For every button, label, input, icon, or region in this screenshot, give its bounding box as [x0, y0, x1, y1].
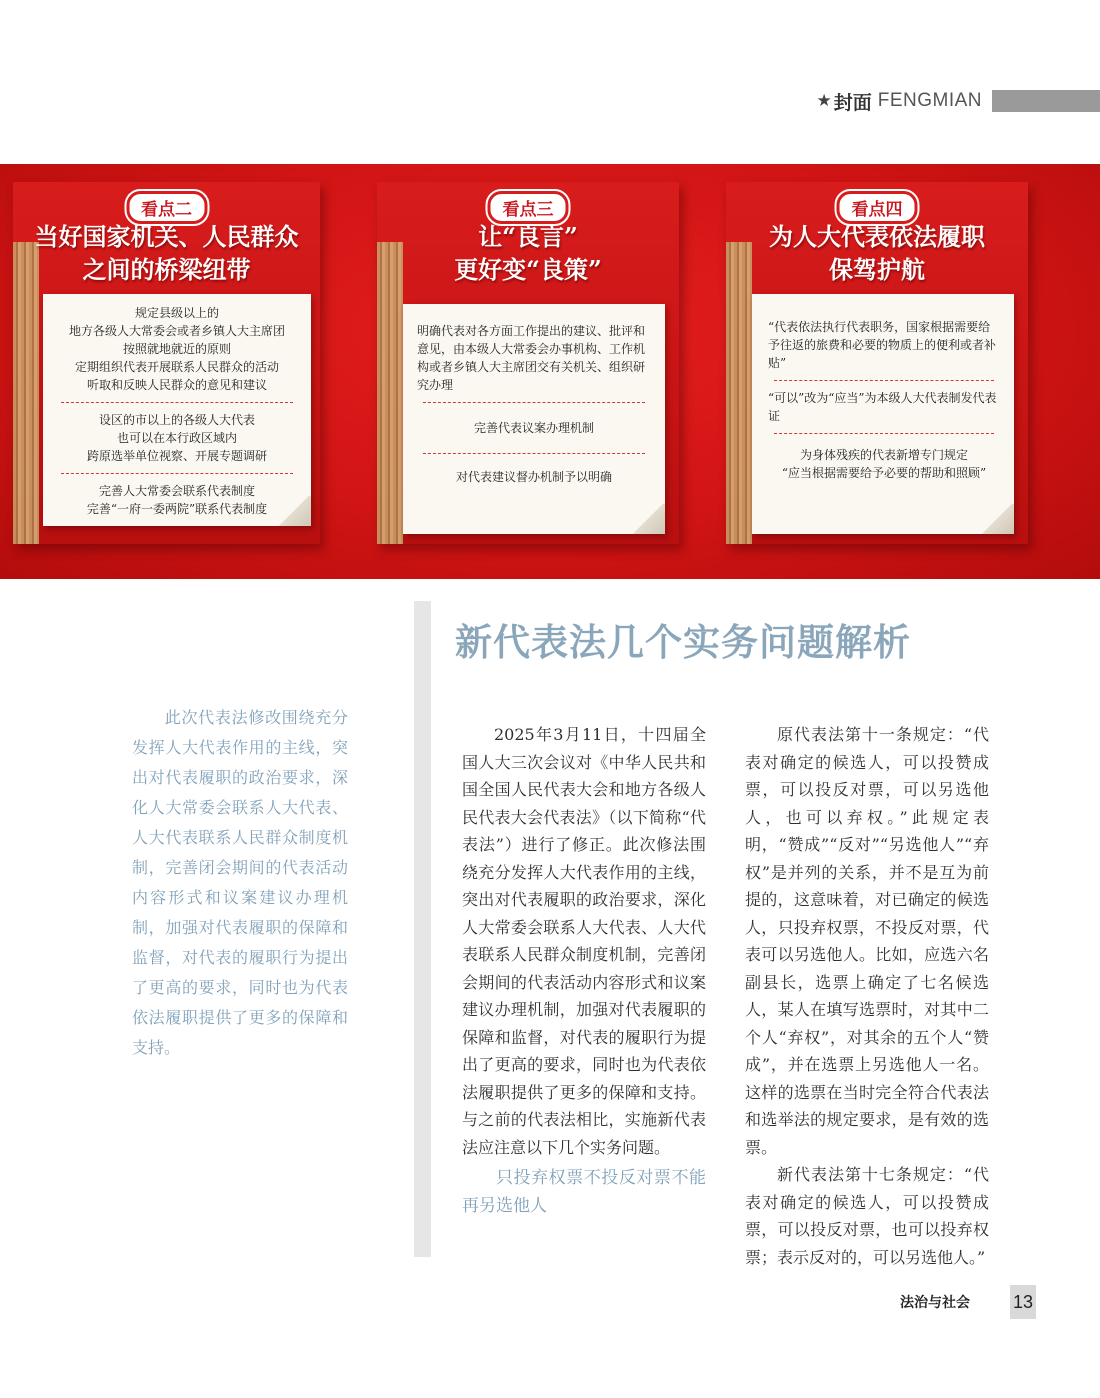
book-spine [13, 242, 39, 544]
panel-block: 为身体残疾的代表新增专门规定 “应当根据需要给予必要的帮助和照顾” [781, 448, 987, 480]
panel-block: 完善人大常委会联系代表制度 完善“一府一委两院”联系代表制度 [86, 484, 268, 516]
article-column-1 [462, 721, 706, 1220]
infographic-banner [0, 164, 1100, 579]
dashed-divider [423, 402, 645, 403]
article-paragraph: 原代表法第十一条规定：“代表对确定的候选人，可以投赞成票，可以投反对票，可以另选他人，也可以弃权。”此规定表明，“赞成”“反对”“另选他人”“弃权”是并列的关系，并不是互为前提的，这意味着，对已确定的候选人，只投弃权票，不投反对票，代表可以另选他人。比如，应选六名副县长，选票上确定了七名候选人，某人在填写选票时，对其中二个人“弃权”，对其余的五个人“赞成”，并在选票上另选他人一名。这样的选票在当时完全符合代表法和选举法的规定要求，是有效的选票。 [745, 725, 989, 1157]
panel-badge: 看点四 [837, 191, 918, 224]
section-name-cn: 封面 [833, 91, 872, 114]
dashed-divider [423, 453, 645, 454]
panel-block: 明确代表对各方面工作提出的建议、批评和意见，由本级人大常委会办事机构、工作机构或者乡镇人大主席团交有关机关、组织研究办理 [417, 324, 646, 392]
dashed-divider [61, 473, 293, 474]
book-spine [726, 242, 752, 544]
panel-paper [752, 294, 1014, 534]
header-bar [992, 90, 1100, 112]
panel-highlight-3 [377, 182, 679, 544]
dashed-divider [61, 402, 293, 403]
panel-title: 为人大代表依法履职 保驾护航 [769, 222, 985, 284]
star-icon: ★ [816, 91, 832, 111]
magazine-name: 法治与社会 [900, 1295, 970, 1311]
panel-block: 规定县级以上的 地方各级人大常委会或者乡镇人大主席团 按照就地就近的原则 定期组织代表开展联系人民群众的活动 听取和反映人民群众的意见和建议 [68, 306, 285, 392]
page-curl [275, 496, 311, 526]
page-number: 13 [1010, 1285, 1036, 1319]
decorative-rule [414, 601, 431, 1257]
article-subheading: 只投弃权票不投反对票不能再另选他人 [462, 1168, 706, 1216]
page-curl [978, 504, 1014, 534]
panel-highlight-2 [13, 182, 320, 544]
panel-paper [403, 304, 665, 534]
panel-paper [43, 294, 311, 526]
dashed-divider [774, 433, 994, 434]
section-header [816, 88, 1100, 114]
pull-quote: 此次代表法修改围绕充分发挥人大代表作用的主线，突出对代表履职的政治要求，深化人大常委会联系人大代表、人大代表联系人民群众制度机制，完善闭会期间的代表活动内容形式和议案建议办理机制，加强对代表履职的保障和监督，对代表的履职行为提出了更高的要求，同时也为代表依法履职提供了更多的保障和支持。 [132, 708, 348, 1057]
panel-block: 对代表建议督办机制予以明确 [455, 470, 612, 484]
article-paragraph: 2025年3月11日，十四届全国人大三次会议对《中华人民共和国全国人民代表大会和地方各级人民代表大会代表法》（以下简称“代表法”）进行了修正。此次修法围绕充分发挥人大代表作用的主线，突出对代表履职的政治要求，深化人大常委会联系人大代表、人大代表联系人民群众制度机制，完善闭会期间的代表活动内容形式和议案建议办理机制，加强对代表履职的保障和监督，对代表的履职行为提出了更高的要求，同时也为代表依法履职提供了更多的保障和支持。与之前的代表法相比，实施新代表法应注意以下几个实务问题。 [462, 725, 706, 1157]
panel-block: “代表依法执行代表职务，国家根据需要给予往返的旅费和必要的物质上的便利或者补贴” [768, 320, 997, 370]
panel-badge: 看点三 [488, 191, 569, 224]
page-curl [629, 504, 665, 534]
panel-highlight-4 [726, 182, 1028, 544]
panel-title: 让“良言” 更好变“良策” [454, 222, 602, 284]
article-paragraph: 新代表法第十七条规定：“代表对确定的候选人，可以投赞成票，可以投反对票，也可以投弃权票；表示反对的，可以另选他人。” [745, 1165, 989, 1267]
article-title: 新代表法几个实务问题解析 [455, 621, 911, 664]
panel-badge: 看点二 [126, 191, 207, 224]
panel-block: 完善代表议案办理机制 [473, 421, 594, 435]
panel-block: 设区的市以上的各级人大代表 也可以在本行政区域内 跨原选举单位视察、开展专题调研 [86, 413, 267, 463]
section-name-en: FENGMIAN [877, 90, 982, 111]
dashed-divider [774, 380, 994, 381]
article-column-2 [745, 721, 989, 1271]
book-spine [377, 242, 403, 544]
panel-block: “可以”改为“应当”为本级人大代表制发代表证 [768, 391, 997, 423]
panel-title: 当好国家机关、人民群众 之间的桥梁纽带 [34, 222, 299, 284]
